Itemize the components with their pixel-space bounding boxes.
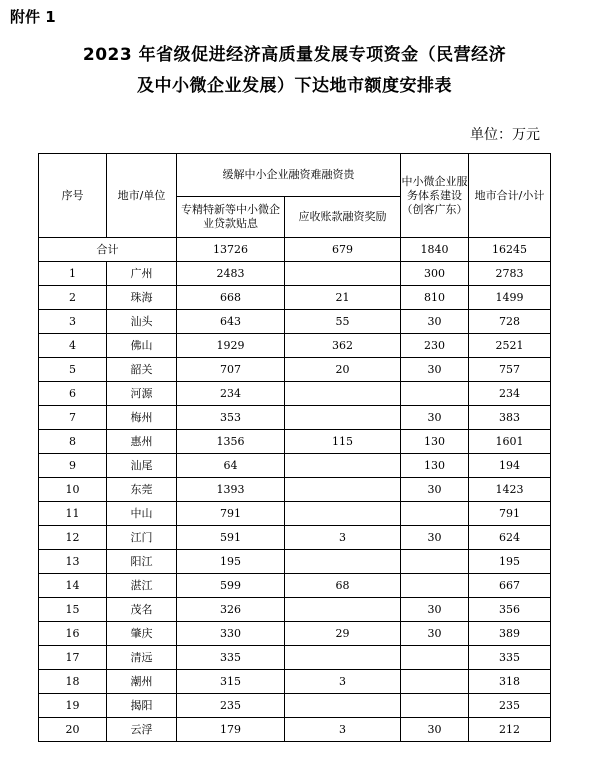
table-row [39, 406, 551, 430]
row-receivable: 3 [285, 670, 401, 694]
row-total: 624 [469, 526, 551, 550]
title-line-2: 及中小微企业发展）下达地市额度安排表 [137, 76, 452, 96]
row-seq: 15 [39, 598, 107, 622]
row-total: 1423 [469, 478, 551, 502]
row-receivable [285, 598, 401, 622]
row-loan: 234 [177, 382, 285, 406]
row-city: 河源 [107, 382, 177, 406]
total-label: 合计 [39, 238, 177, 262]
table-row [39, 262, 551, 286]
row-loan: 326 [177, 598, 285, 622]
row-loan: 591 [177, 526, 285, 550]
row-total: 667 [469, 574, 551, 598]
row-loan: 1393 [177, 478, 285, 502]
row-service [401, 502, 469, 526]
table-row [39, 478, 551, 502]
table-row [39, 622, 551, 646]
row-receivable [285, 406, 401, 430]
row-service [401, 670, 469, 694]
row-receivable: 362 [285, 334, 401, 358]
row-receivable [285, 478, 401, 502]
row-service [401, 382, 469, 406]
row-receivable: 3 [285, 526, 401, 550]
row-receivable: 20 [285, 358, 401, 382]
row-seq: 4 [39, 334, 107, 358]
row-receivable [285, 262, 401, 286]
row-loan: 235 [177, 694, 285, 718]
row-receivable: 29 [285, 622, 401, 646]
table-row [39, 286, 551, 310]
row-loan: 195 [177, 550, 285, 574]
table-row [39, 334, 551, 358]
row-seq: 16 [39, 622, 107, 646]
table-row [39, 694, 551, 718]
total-receivable: 679 [285, 238, 401, 262]
row-service: 230 [401, 334, 469, 358]
table-row [39, 454, 551, 478]
row-loan: 335 [177, 646, 285, 670]
header-receivable-reward: 应收账款融资奖励 [285, 197, 401, 238]
row-total: 194 [469, 454, 551, 478]
table-row [39, 358, 551, 382]
header-financing-group: 缓解中小企业融资难融资贵 [177, 154, 401, 197]
total-loan: 13726 [177, 238, 285, 262]
row-seq: 9 [39, 454, 107, 478]
row-city: 江门 [107, 526, 177, 550]
row-city: 清远 [107, 646, 177, 670]
row-loan: 330 [177, 622, 285, 646]
row-receivable: 55 [285, 310, 401, 334]
row-city: 潮州 [107, 670, 177, 694]
row-service: 30 [401, 718, 469, 742]
row-city: 云浮 [107, 718, 177, 742]
row-total: 757 [469, 358, 551, 382]
row-total: 212 [469, 718, 551, 742]
row-service: 130 [401, 430, 469, 454]
total-row [39, 238, 551, 262]
row-city: 佛山 [107, 334, 177, 358]
row-total: 1601 [469, 430, 551, 454]
row-service: 30 [401, 310, 469, 334]
header-city: 地市/单位 [107, 154, 177, 238]
row-loan: 668 [177, 286, 285, 310]
row-city: 汕尾 [107, 454, 177, 478]
row-city: 惠州 [107, 430, 177, 454]
total-service: 1840 [401, 238, 469, 262]
row-service [401, 574, 469, 598]
header-seq: 序号 [39, 154, 107, 238]
row-seq: 18 [39, 670, 107, 694]
row-total: 2521 [469, 334, 551, 358]
row-city: 韶关 [107, 358, 177, 382]
row-total: 335 [469, 646, 551, 670]
table-row [39, 718, 551, 742]
row-seq: 3 [39, 310, 107, 334]
table-row [39, 670, 551, 694]
row-service: 130 [401, 454, 469, 478]
row-receivable [285, 550, 401, 574]
row-seq: 6 [39, 382, 107, 406]
row-service: 30 [401, 406, 469, 430]
table-row [39, 598, 551, 622]
row-loan: 64 [177, 454, 285, 478]
row-loan: 1356 [177, 430, 285, 454]
row-receivable: 21 [285, 286, 401, 310]
row-seq: 12 [39, 526, 107, 550]
row-seq: 19 [39, 694, 107, 718]
total-sum: 16245 [469, 238, 551, 262]
row-receivable [285, 502, 401, 526]
table-row [39, 574, 551, 598]
row-city: 东莞 [107, 478, 177, 502]
row-city: 汕头 [107, 310, 177, 334]
row-city: 茂名 [107, 598, 177, 622]
row-total: 1499 [469, 286, 551, 310]
row-service: 30 [401, 358, 469, 382]
table-row [39, 526, 551, 550]
row-loan: 179 [177, 718, 285, 742]
table-row [39, 382, 551, 406]
row-city: 湛江 [107, 574, 177, 598]
row-total: 791 [469, 502, 551, 526]
row-city: 梅州 [107, 406, 177, 430]
row-city: 中山 [107, 502, 177, 526]
row-receivable [285, 646, 401, 670]
row-seq: 7 [39, 406, 107, 430]
title-line-1: 2023 年省级促进经济高质量发展专项资金（民营经济 [82, 45, 507, 65]
row-total: 728 [469, 310, 551, 334]
row-service: 300 [401, 262, 469, 286]
row-city: 肇庆 [107, 622, 177, 646]
row-total: 2783 [469, 262, 551, 286]
row-total: 356 [469, 598, 551, 622]
row-seq: 10 [39, 478, 107, 502]
row-loan: 353 [177, 406, 285, 430]
row-service: 30 [401, 478, 469, 502]
row-service: 810 [401, 286, 469, 310]
row-total: 318 [469, 670, 551, 694]
header-total: 地市合计/小计 [469, 154, 551, 238]
row-receivable: 68 [285, 574, 401, 598]
row-service: 30 [401, 526, 469, 550]
row-total: 195 [469, 550, 551, 574]
row-service: 30 [401, 622, 469, 646]
row-loan: 2483 [177, 262, 285, 286]
row-receivable: 115 [285, 430, 401, 454]
row-loan: 315 [177, 670, 285, 694]
header-service: 中小微企业服务体系建设（创客广东） [401, 154, 469, 238]
row-receivable [285, 694, 401, 718]
unit-label: 单位：万元 [470, 127, 540, 143]
row-total: 234 [469, 382, 551, 406]
table-row [39, 550, 551, 574]
row-seq: 8 [39, 430, 107, 454]
row-seq: 2 [39, 286, 107, 310]
row-receivable: 3 [285, 718, 401, 742]
row-city: 珠海 [107, 286, 177, 310]
row-seq: 11 [39, 502, 107, 526]
table-row [39, 430, 551, 454]
row-total: 383 [469, 406, 551, 430]
row-seq: 1 [39, 262, 107, 286]
row-seq: 14 [39, 574, 107, 598]
row-city: 广州 [107, 262, 177, 286]
row-service [401, 694, 469, 718]
attachment-label: 附件 1 [10, 8, 56, 26]
row-loan: 1929 [177, 334, 285, 358]
row-seq: 13 [39, 550, 107, 574]
row-loan: 791 [177, 502, 285, 526]
header-loan-subsidy: 专精特新等中小微企业贷款贴息 [177, 197, 285, 238]
row-service: 30 [401, 598, 469, 622]
row-service [401, 550, 469, 574]
table-row [39, 502, 551, 526]
row-city: 揭阳 [107, 694, 177, 718]
row-receivable [285, 454, 401, 478]
row-seq: 20 [39, 718, 107, 742]
row-loan: 599 [177, 574, 285, 598]
row-total: 389 [469, 622, 551, 646]
row-loan: 707 [177, 358, 285, 382]
row-total: 235 [469, 694, 551, 718]
row-service [401, 646, 469, 670]
table-row [39, 646, 551, 670]
row-city: 阳江 [107, 550, 177, 574]
row-seq: 5 [39, 358, 107, 382]
table-row [39, 310, 551, 334]
row-loan: 643 [177, 310, 285, 334]
allocation-table [38, 153, 551, 742]
row-seq: 17 [39, 646, 107, 670]
row-receivable [285, 382, 401, 406]
